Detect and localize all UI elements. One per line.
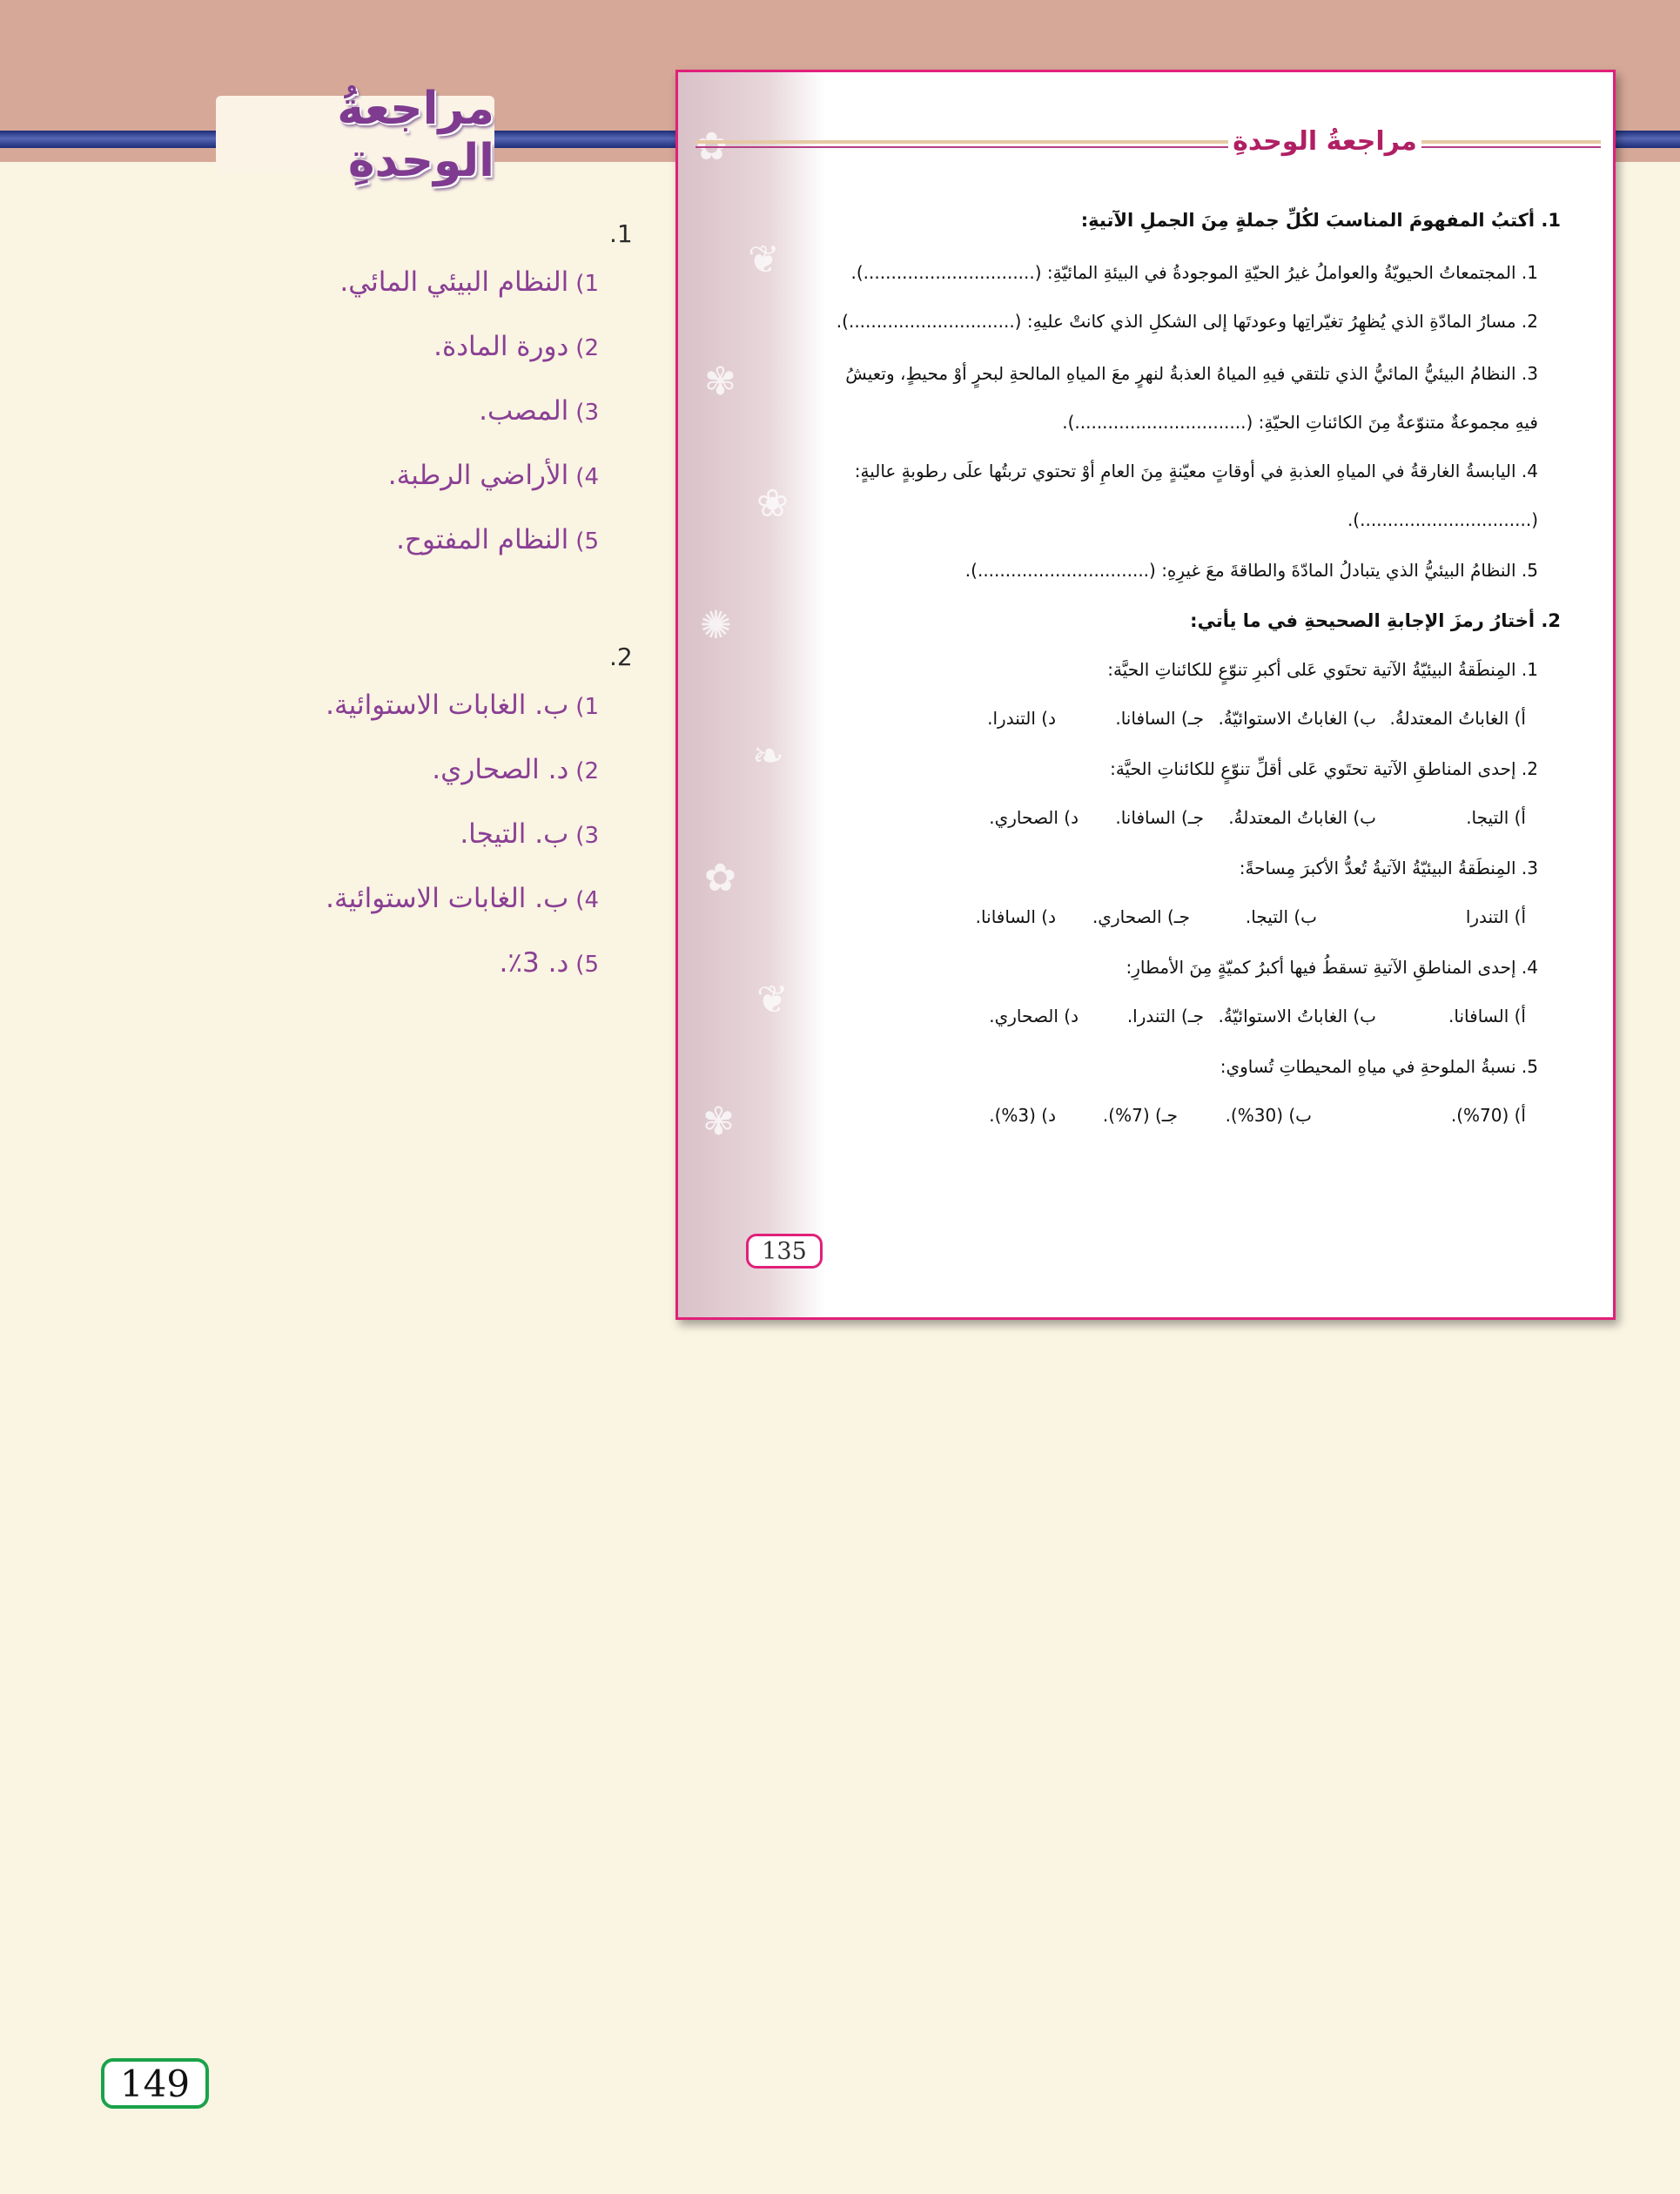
- option-b: ب) الغاباتُ الاستوائيّةُ.: [1218, 708, 1376, 729]
- question-1-item: 3. النظامُ البيئيُّ المائيُّ الذي تلتقي فيهِ المياهُ العذبةُ لنهرٍ معَ المياهِ المالحةِ لبحرٍ أوْ محيطٍ، وتعيشُ فيهِ مجموعةٌ متنوّعةٌ مِنَ الكائناتِ الحيّةِ: (...............................).: [845, 363, 1538, 433]
- answer-item: 4)الأراضي الرطبة.: [387, 460, 599, 491]
- inner-title-rule-accent: [696, 146, 1601, 148]
- option-a: أ) (70%).: [1450, 1105, 1526, 1126]
- answer-item: 1)ب. الغابات الاستوائية.: [326, 690, 599, 721]
- inner-page-image: [675, 70, 1616, 1320]
- question-1-item: 1. المجتمعاتُ الحيويّةُ والعواملُ غيرُ الحيّةِ الموجودةُ في البيئةِ المائيّةِ: (...............................).: [850, 262, 1538, 283]
- option-d: د) (3%).: [989, 1105, 1056, 1126]
- inner-title-rule: [696, 140, 1601, 144]
- answer-item: 2)دورة المادة.: [433, 331, 599, 362]
- option-a: أ) السافانا.: [1448, 1006, 1526, 1026]
- inner-page-title: مراجعةُ الوحدةِ: [1228, 118, 1421, 165]
- question-2-stem: 2. إحدى المناطقِ الآتية تحتَوي عَلى أقلِّ تنوّعٍ للكائناتِ الحيَّة:: [1110, 758, 1538, 779]
- question-2-stem: 5. نسبةُ الملوحةِ في مياهِ المحيطاتِ تُساوي:: [1220, 1056, 1538, 1077]
- answer-item: 5)د. 3٪.: [499, 947, 599, 979]
- option-d: د) الصحاري.: [989, 1006, 1079, 1026]
- answer-item: 4)ب. الغابات الاستوائية.: [326, 883, 599, 914]
- option-c: جـ) (7%).: [1102, 1105, 1178, 1126]
- question-1-item: 5. النظامُ البيئيُّ الذي يتبادلُ المادّةَ والطاقةَ معَ غيرِهِ: (...............................).: [964, 560, 1538, 581]
- answer-item: 3)ب. التيجا.: [460, 818, 599, 850]
- option-c: جـ) السافانا.: [1115, 807, 1204, 828]
- answer-item: 1)النظام البيئي المائي.: [339, 266, 599, 298]
- answer-list-1: [339, 266, 599, 589]
- option-a: أ) التندرا: [1465, 906, 1526, 927]
- decorative-pattern-icon: ❦ ✾ ❀ ✺ ❧ ✿ ❦ ✾: [678, 72, 826, 1317]
- answer-item: 5)النظام المفتوح.: [396, 524, 599, 555]
- question-2-stem: 4. إحدى المناطقِ الآتيةِ تسقطُ فيها أكبرُ كميّةٍ مِنَ الأمطارِ:: [1126, 957, 1538, 978]
- question-2-stem: 1. المِنطَقةُ البيئيّةُ الآتية تحتَوي عَلى أكبرِ تنوّعٍ للكائناتِ الحيَّة:: [1107, 659, 1538, 680]
- answer-item: 3)المصب.: [479, 395, 599, 427]
- option-c: جـ) السافانا.: [1115, 708, 1204, 729]
- option-d: د) السافانا.: [975, 906, 1056, 927]
- question-2-stem: 3. المِنطَقةُ البيئيّةُ الآتيةُ تُعدُّ الأكبرَ مِساحةً:: [1239, 858, 1538, 878]
- answer-list-2: [326, 690, 599, 1012]
- option-d: د) التندرا.: [987, 708, 1056, 729]
- inner-page-number: 135: [746, 1234, 823, 1269]
- question-1-heading: 1. أكتبُ المفهومَ المناسبَ لكُلِّ جملةٍ مِنَ الجملِ الآتيةِ:: [1080, 210, 1561, 231]
- option-d: د) الصحاري.: [989, 807, 1079, 828]
- header-rule-right: [1615, 131, 1680, 148]
- option-b: ب) (30%).: [1225, 1105, 1312, 1126]
- answer-item: 2)د. الصحاري.: [432, 754, 599, 785]
- option-b: ب) التيجا.: [1245, 906, 1317, 927]
- question-1-item: 4. اليابسةُ الغارقةُ في المياهِ العذبةِ في أوقاتٍ معيّنةٍ مِنَ العامِ أوْ تحتوي تربتُها علَى رطوبةٍ عاليةٍ: (...............................).: [854, 461, 1538, 530]
- option-a: أ) الغاباتُ المعتدلةُ.: [1389, 708, 1526, 729]
- question-2-heading: 2. أختارُ رمزَ الإجابةِ الصحيحةِ في ما يأتي:: [1190, 610, 1561, 631]
- option-c: جـ) الصحاري.: [1092, 906, 1190, 927]
- option-a: أ) التيجا.: [1466, 807, 1526, 828]
- page-number: 149: [101, 2058, 209, 2109]
- answer-section-2-number: .2: [609, 643, 633, 671]
- option-c: جـ) التندرا.: [1126, 1006, 1204, 1026]
- question-1-item: 2. مسارُ المادّةِ الذي يُظهِرُ تغيّراتِها وعودتَها إلى الشكلِ الذي كانتْ عليهِ: (..............................).: [836, 311, 1538, 332]
- answer-section-1-number: .1: [609, 219, 633, 248]
- option-b: ب) الغاباتُ المعتدلةُ.: [1228, 807, 1376, 828]
- page-title: مراجعةُ الوحدةِ: [216, 96, 494, 174]
- option-b: ب) الغاباتُ الاستوائيّةُ.: [1218, 1006, 1376, 1026]
